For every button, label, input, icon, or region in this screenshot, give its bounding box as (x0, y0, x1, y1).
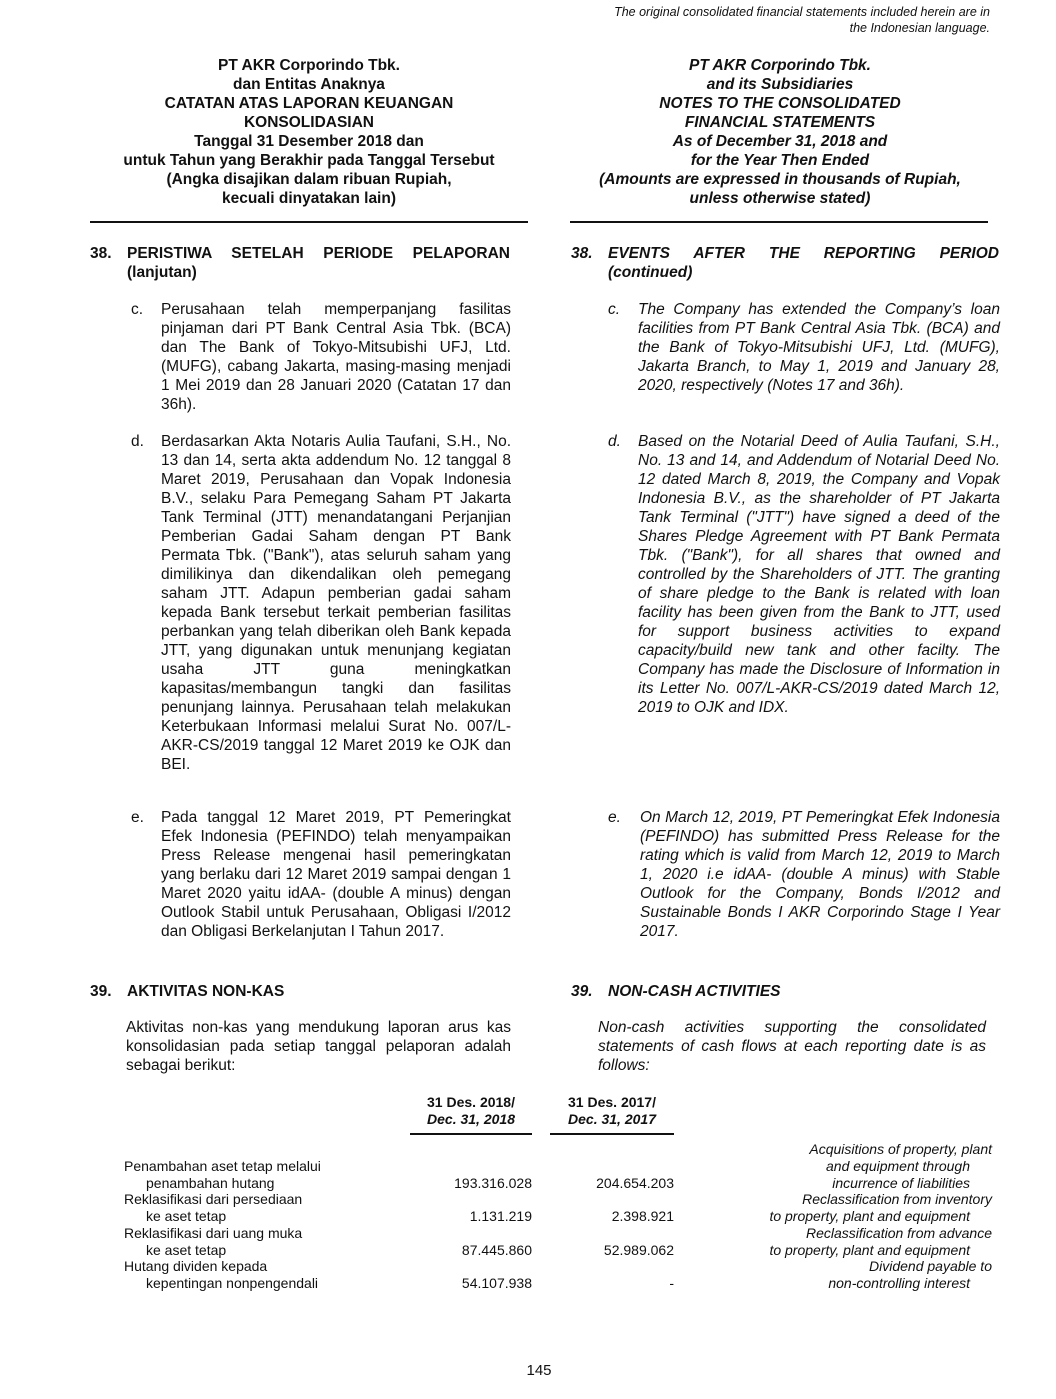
section-39-title-id (90, 982, 510, 1002)
row-label-line: Reclassification from inventory (802, 1191, 992, 1208)
item-label: e. (608, 809, 621, 826)
row-label-line: kepentingan nonpengendali (146, 1274, 319, 1291)
item-label: c. (131, 301, 144, 318)
column-header-en: Dec. 31, 2017 (568, 1111, 656, 1127)
column-header-en: Dec. 31, 2018 (427, 1111, 515, 1127)
row-label-line: penambahan hutang (146, 1174, 275, 1191)
item-text: Perusahaan telah memperpanjang fasilitas pinjaman dari PT Bank Central Asia Tbk. (BCA) dan The Bank of Tokyo-Mitsubishi UFJ, Ltd. (MUFG), cabang Jakarta, masing-masing menjadi 1 Mei 2019 dan 28 Januari 2020 (Catatan 17 dan 36h). (161, 301, 511, 413)
column-header-2017 (550, 1094, 674, 1128)
header-line: Tanggal 31 Desember 2018 dan (194, 133, 424, 150)
section-subtitle: (continued) (608, 264, 693, 281)
table-row-label-id (124, 1158, 384, 1191)
item-text: Based on the Notarial Deed of Aulia Taufani, S.H., No. 13 and 14, and Addendum of Notarial Deed No. 12 dated March 8, 2019, the Company and Vopak Indonesia B.V., as the shareholder of PT Jakarta Tank Terminal ("JTT") have signed a deed of the Shares Pledge Agreement with PT Bank Permata Tbk. ("Bank"), for all shares that owned and controlled by the Shareholders of JTT. The granting of share pledge to the Bank is related with loan facility has been given from the Bank to JTT, used for support business activities to expand capacity/build new tank and other facilty. The Company has made the Disclosure of Information in its Letter No. 007/L-AKR-CS/2019 dated March 12, 2019 to OJK and IDX. (638, 433, 1000, 716)
row-label-line: Acquisitions of property, plant (809, 1141, 992, 1158)
row-label-line: Penambahan aset tetap melalui (124, 1158, 321, 1174)
row-label-line: ke aset tetap (146, 1208, 227, 1225)
table-row-label-id (124, 1191, 384, 1224)
header-line: CATATAN ATAS LAPORAN KEUANGAN (164, 95, 454, 112)
table-cell-2018: 1.131.219 (469, 1208, 532, 1225)
table-row-label-en (700, 1191, 992, 1224)
row-label-line: and equipment through (826, 1158, 970, 1174)
table-cell-2017: - (669, 1274, 674, 1291)
table-row-label-en (700, 1225, 992, 1258)
section-title: AKTIVITAS NON-KAS (127, 983, 285, 1000)
column-rule (410, 1133, 532, 1135)
header-line: (Amounts are expressed in thousands of Rupiah, (599, 171, 961, 188)
company-name: PT AKR Corporindo Tbk. (218, 57, 400, 74)
item-text: The Company has extended the Company’s loan facilities from PT Bank Central Asia Tbk. (BCA) and the Bank of Tokyo-Mitsubishi UFJ, Ltd. (MUFG), Jakarta Branch, to May 1, 2019 and January 28, 2020, respectively (Notes 17 and 36h). (638, 301, 1000, 394)
header-line: (Angka disajikan dalam ribuan Rupiah, (166, 171, 452, 188)
row-label-line: incurrence of liabilities (832, 1174, 970, 1191)
row-label-line: Reklasifikasi dari uang muka (124, 1224, 303, 1241)
header-line: dan Entitas Anaknya (233, 76, 385, 93)
header-english (572, 56, 988, 208)
language-note-line: the Indonesian language. (849, 21, 990, 35)
item-text: On March 12, 2019, PT Pemeringkat Efek Indonesia (PEFINDO) has submitted Press Release for the rating which is valid from March 12, 2019 to March 1, 2020 i.e idAA- (double A minus) with Stable Outlook for the Company, Bonds I/2012 and Sustainable Bonds I AKR Corporindo Stage I Year 2017. (640, 809, 1000, 940)
item-text: Pada tanggal 12 Maret 2019, PT Pemeringkat Efek Indonesia (PEFINDO) telah menyampaikan Press Release mengenai hasil pemeringkatan yang berlaku dari 12 Maret 2019 sampai dengan 1 Maret 2020 yaitu idAA- (double A minus) dengan Outlook Stabil untuk Perusahaan, Obligasi I/2012 dan Obligasi Berkelanjutan I Tahun 2017. (161, 809, 511, 940)
language-note-line: The original consolidated financial statements included herein are in (614, 5, 990, 19)
row-label-line: Reclassification from advance (806, 1224, 992, 1241)
row-label-line: Dividend payable to (869, 1258, 992, 1275)
section-title: PERISTIWA SETELAH PERIODE PELAPORAN (127, 245, 510, 262)
language-note (550, 4, 990, 36)
section-39-title-en (571, 982, 991, 1002)
item-text: Berdasarkan Akta Notaris Aulia Taufani, S.H., No. 13 dan 14, serta akta addendum No. 12 tanggal 8 Maret 2019, Perusahaan dan Vopak Indonesia B.V., selaku Para Pemegang Saham PT Jakarta Tank Terminal (JTT) menandatangani Perjanjian Pemberian Gadai Saham dengan PT Bank Permata Tbk. ("Bank"), atas seluruh saham yang dimilikinya dan dikendalikan oleh pemegang saham JTT. Adapun pemberian gadai saham kepada Bank tersebut terkait pemberian fasilitas perbankan yang telah diberikan oleh Bank kepada JTT, yang digunakan untuk menunjang kegiatan usaha JTT guna meningkatkan kapasitas/membangun tangki dan fasilitas penunjang lainnya. Perusahaan telah melakukan Keterbukaan Informasi melalui Surat No. 007/L-AKR-CS/2019 tanggal 12 Maret 2019 ke OJK dan BEI. (161, 433, 511, 773)
header-line: NOTES TO THE CONSOLIDATED (659, 95, 901, 112)
table-cell-2017: 204.654.203 (596, 1174, 674, 1191)
column-header-2018 (410, 1094, 532, 1128)
header-divider (90, 221, 528, 223)
header-line: for the Year Then Ended (690, 152, 870, 169)
table-cell-2017: 52.989.062 (603, 1241, 674, 1258)
table-row-label-en (700, 1141, 992, 1191)
header-line: FINANCIAL STATEMENTS (684, 114, 876, 131)
item-label: e. (131, 809, 144, 826)
item-label: c. (608, 301, 621, 318)
header-line: KONSOLIDASIAN (243, 114, 375, 131)
column-rule (550, 1133, 674, 1135)
row-label-line: to property, plant and equipment (769, 1241, 970, 1258)
row-label-line: Reklasifikasi dari persediaan (124, 1191, 303, 1208)
row-label-line: ke aset tetap (146, 1241, 227, 1258)
section-38-title-id (90, 244, 510, 284)
table-cell-2018: 54.107.938 (461, 1274, 532, 1291)
section-number: 38. (571, 245, 593, 262)
page-number: 145 (526, 1362, 552, 1379)
header-line: As of December 31, 2018 and (672, 133, 888, 150)
header-line: and its Subsidiaries (706, 76, 854, 93)
section-39-intro-id: Aktivitas non-kas yang mendukung laporan arus kas konsolidasian pada setiap tanggal pelaporan adalah sebagai berikut: (126, 1019, 511, 1074)
header-line: kecuali dinyatakan lain) (221, 190, 396, 207)
column-header-id: 31 Des. 2018/ (427, 1094, 515, 1110)
column-header-id: 31 Des. 2017/ (568, 1094, 656, 1110)
header-line: unless otherwise stated) (689, 190, 871, 207)
item-label: d. (608, 433, 621, 450)
section-title: NON-CASH ACTIVITIES (608, 983, 781, 1000)
company-name: PT AKR Corporindo Tbk. (689, 57, 871, 74)
table-row-label-en (700, 1258, 992, 1291)
row-label-line: non-controlling interest (828, 1274, 970, 1291)
table-cell-2018: 87.445.860 (461, 1241, 532, 1258)
section-subtitle: (lanjutan) (127, 264, 197, 281)
section-39-intro-en: Non-cash activities supporting the consolidated statements of cash flows at each reporting date is as follows: (598, 1019, 986, 1074)
section-title: EVENTS AFTER THE REPORTING PERIOD (608, 245, 999, 262)
header-line: untuk Tahun yang Berakhir pada Tanggal Tersebut (123, 152, 495, 169)
table-row-label-id (124, 1225, 384, 1258)
table-cell-2017: 2.398.921 (611, 1208, 674, 1225)
section-number: 38. (90, 245, 112, 262)
section-38-title-en (571, 244, 999, 284)
row-label-line: Hutang dividen kepada (124, 1258, 268, 1275)
section-number: 39. (571, 983, 593, 1000)
item-label: d. (131, 433, 144, 450)
table-cell-2018: 193.316.028 (454, 1174, 532, 1191)
table-row-label-id (124, 1258, 384, 1291)
header-indonesian (90, 56, 528, 208)
section-number: 39. (90, 983, 112, 1000)
header-divider (570, 221, 988, 223)
row-label-line: to property, plant and equipment (769, 1208, 970, 1225)
